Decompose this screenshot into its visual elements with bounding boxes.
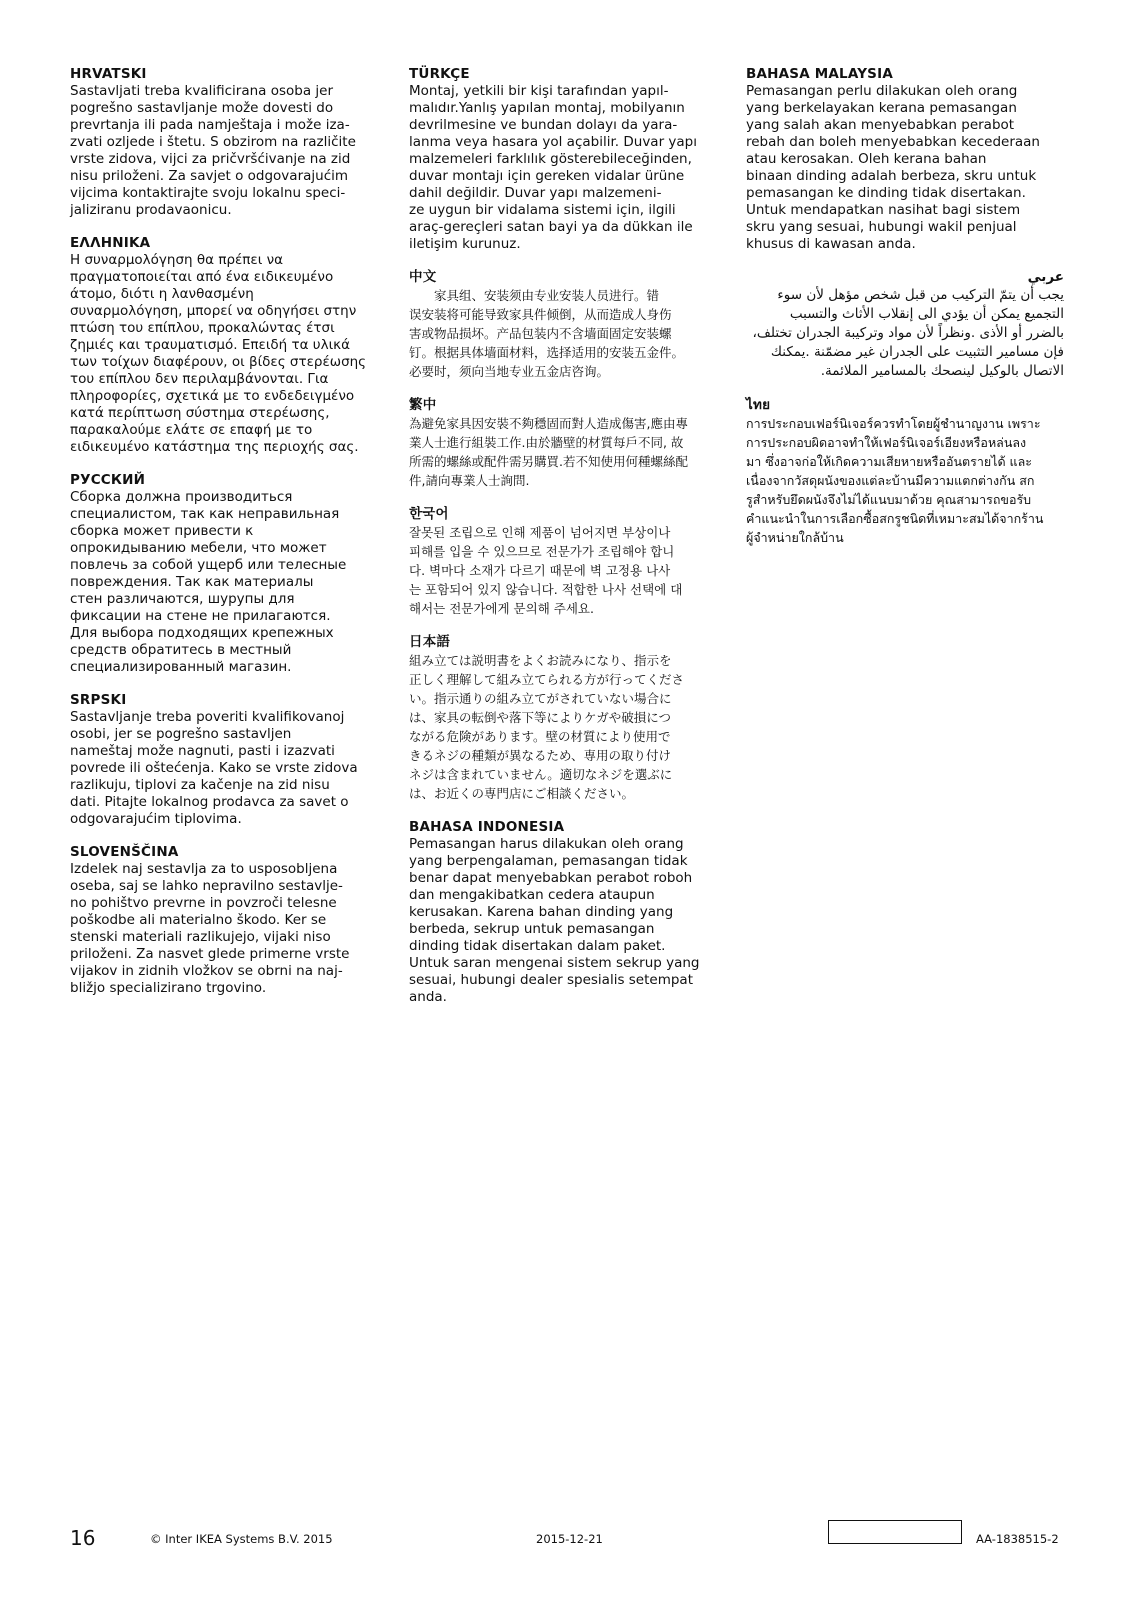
language-section xyxy=(70,66,388,219)
language-section xyxy=(70,235,388,456)
section-heading: 日本語 xyxy=(409,634,451,650)
section-heading: SLOVENŠČINA xyxy=(70,844,179,860)
language-section xyxy=(746,66,1064,253)
section-heading: HRVATSKI xyxy=(70,66,147,82)
section-text: การประกอบเฟอร์นิเจอร์ควรทำโดยผู้ชำนาญงาน เพราะ การประกอบผิดอาจทำให้เฟอร์นิเจอร์เอียงหรือหล่นลง มา ซึ่งอาจก่อให้เกิดความเสียหายหรืออันตรายได้ และ เนื่องจากวัสดุผนังของแต่ละบ้านมีความแตกต่างกัน สก รูสำหรับยึดผนังจึงไม่ได้แนบมาด้วย คุณสามารถขอรับ คำแนะนำในการเลือกซื้อสกรูชนิดที่เหมาะสมได้จากร้าน ผู้จำหน่ายใกล้บ้าน xyxy=(746,416,1044,545)
section-text: Сборка должна производиться специалистом, так как неправильная сборка может привести к опрокидыванию мебели, что может повлечь за собой ущерб или телесные повреждения. Так как материалы стен различаются, шурупы для фиксации на стене не прилагаются. Для выбора подходящих крепежных средств обратитесь в местный специализированный магазин. xyxy=(70,489,347,675)
page-number: 16 xyxy=(70,1526,96,1550)
document-id: AA-1838515-2 xyxy=(976,1532,1059,1546)
language-section xyxy=(746,397,1064,547)
section-text: Izdelek naj sestavlja za to usposobljena oseba, saj se lahko nepravilno sestavlje- no pohištvo prevrne in povzroči telesne poškodbe ali materialno škodo. Ker se stenski materiali razlikujejo, vijaki niso priloženi. Za nasvet glede primerne vrste vijakov in zidnih vložkov se obrni na naj- bližjo specializirano trgovino. xyxy=(70,861,350,996)
section-text: Sastavljati treba kvalificirana osoba jer pogrešno sastavljanje može dovesti do prevrtanja ili pada namještaja i može iza- zvati ozljede i štetu. S obzirom na različite vrste zidova, vijci za pričvršćivanje na zid nisu priloženi. Za savjet o odgovarajućim vijcima kontaktirajte svoju lokalnu speci- jaliziranu prodavaonicu. xyxy=(70,83,356,218)
section-text: Pemasangan harus dilakukan oleh orang yang berpengalaman, pemasangan tidak benar dapat menyebabkan perabot roboh dan mengakibatkan cedera ataupun kerusakan. Karena bahan dinding yang berbeda, sekrup untuk pemasangan dinding tidak disertakan dalam paket. Untuk saran mengenai sistem sekrup yang sesuai, hubungi dealer spesialis setempat anda. xyxy=(409,836,700,1005)
section-heading: 繁中 xyxy=(409,397,437,413)
language-section xyxy=(70,472,388,676)
section-heading: TÜRKÇE xyxy=(409,66,470,82)
section-heading: 中文 xyxy=(409,269,437,285)
language-section xyxy=(409,397,727,490)
section-text: يجب أن يتمّ التركيب من قبل شخص مؤهل لأن سوء التجميع يمكن أن يؤدي الى إنقلاب الأثاث والتسبب بالضرر أو الأذى .ونظراً لأن مواد وتركيبة الجدران تختلف، فإن مسامير التثبيت على الجدران غير مضمّنة .يمكنك الاتصال بالوكيل لينصحك بالمسامير الملائمة. xyxy=(752,287,1064,379)
language-section xyxy=(70,692,388,828)
language-section xyxy=(70,844,388,997)
language-section xyxy=(409,819,727,1006)
section-heading: ไทย xyxy=(746,397,771,413)
section-heading: ΕΛΛΗΝΙΚΑ xyxy=(70,235,151,251)
footer-blank-box xyxy=(828,1520,962,1544)
section-text: 組み立ては説明書をよくお読みになり、指示を 正しく理解して組み立てられる方が行ってくださ い。指示通りの組み立てがされていない場合に は、家具の転倒や落下等によりケガや破損につ ながる危険があります。壁の材質により使用で きるネジの種類が異なるため、専用の取り付け ネジは含まれていません。適切なネジを選ぶに は、お近くの専門店にご相談ください。 xyxy=(409,653,685,801)
language-section xyxy=(409,634,727,803)
copyright-notice: © Inter IKEA Systems B.V. 2015 xyxy=(150,1532,333,1546)
section-heading: BAHASA INDONESIA xyxy=(409,819,565,835)
column-3 xyxy=(746,66,1064,563)
section-heading: BAHASA MALAYSIA xyxy=(746,66,893,82)
section-text: Montaj, yetkili bir kişi tarafından yapıl- malıdır.Yanlış yapılan montaj, mobilyanın devrilmesine ve bundan dolayı da yara- lanma veya hasara yol açabilir. Duvar yapı malzemeleri farklılık gösterebileceğinden, duvar montajı için gereken vidalar ürüne dahil değildir. Duvar yapı malzemeni- ze uygun bir vidalama sistemi için, ilgili araç-gereçleri satan bayi ya da dükkan ile iletişim kurunuz. xyxy=(409,83,698,252)
language-section xyxy=(746,269,1064,381)
language-section xyxy=(409,506,727,618)
section-text: Η συναρμολόγηση θα πρέπει να πραγματοποιείται από ένα ειδικευμένο άτομο, διότι η λανθασμένη συναρμολόγηση, μπορεί να οδηγήσει στην πτώση του επίπλου, προκαλώντας έτσι ζημιές και τραυματισμό. Επειδή τα υλικά των τοίχων διαφέρουν, οι βίδες στερέωσης του επίπλου δεν περιλαμβάνονται. Για πληροφορίες, σχετικά με το ενδεδειγμένο κατά περίπτωση σύστημα στερέωσης, παρακαλούμε ελάτε σε επαφή με το ειδικευμένο κατάστημα της περιοχής σας. xyxy=(70,252,367,455)
section-heading: 한국어 xyxy=(409,506,449,522)
section-heading: РУССКИЙ xyxy=(70,472,146,488)
section-heading: عربي xyxy=(1027,269,1064,285)
document-date: 2015-12-21 xyxy=(536,1532,603,1546)
section-text: Sastavljanje treba poveriti kvalifikovanoj osobi, jer se pogrešno sastavljen nameštaj može nagnuti, pasti i izazvati povrede ili oštećenja. Kako se vrste zidova razlikuju, tiplovi za kačenje na zid nisu dati. Pitajte lokalnog prodavca za savet o odgovarajućim tiplovima. xyxy=(70,709,358,827)
language-section xyxy=(409,66,727,253)
column-2 xyxy=(409,66,727,1022)
section-text: 잘못된 조립으로 인해 제품이 넘어지면 부상이나 피해를 입을 수 있으므로 전문가가 조립해야 합니 다. 벽마다 소재가 다르기 때문에 벽 고정용 나사 는 포함되어 있지 않습니다. 적합한 나사 선택에 대 해서는 전문가에게 문의해 주세요. xyxy=(409,525,683,616)
section-text: 為避免家具因安裝不夠穩固而對人造成傷害,應由專 業人士進行組裝工作.由於牆壁的材質每戶不同, 故 所需的螺絲或配件需另購買.若不知使用何種螺絲配 件,請向專業人士詢問. xyxy=(409,416,688,488)
section-heading: SRPSKI xyxy=(70,692,127,708)
section-text: Pemasangan perlu dilakukan oleh orang yang berkelayakan kerana pemasangan yang salah akan menyebabkan perabot rebah dan boleh menyebabkan kecederaan atau kerosakan. Oleh kerana bahan binaan dinding adalah berbeza, skru untuk pemasangan ke dinding tidak disertakan. Untuk mendapatkan nasihat bagi sistem skru yang sesuai, hubungi wakil penjual khusus di kawasan anda. xyxy=(746,83,1040,252)
language-section xyxy=(409,269,727,381)
section-text: 家具组、安装须由专业安装人员进行。错 误安装将可能导致家具件倾倒，从而造成人身伤 害或物品损坏。产品包装内不含墙面固定安装螺 钉。根据具体墙面材料，选择适用的安装五金件。 必要时，须向当地专业五金店咨询。 xyxy=(409,288,685,379)
column-1 xyxy=(70,66,388,1013)
